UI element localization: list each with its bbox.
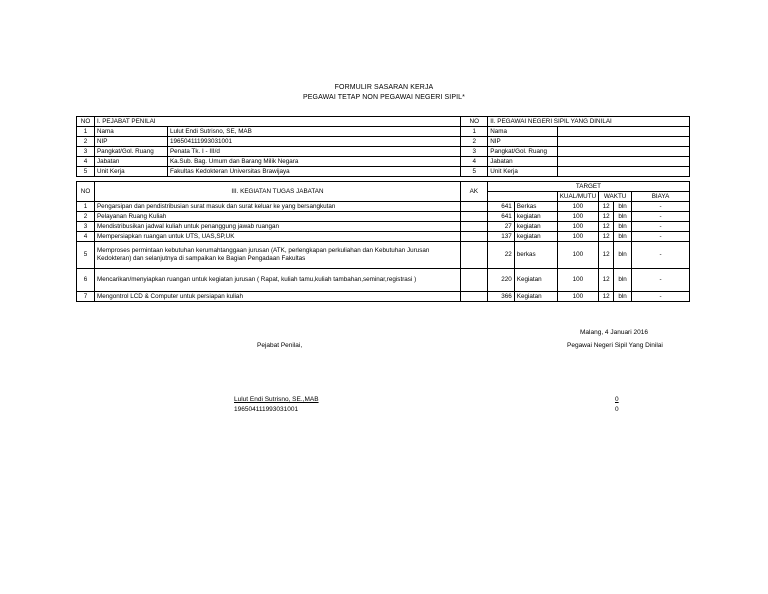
ak-header: AK [460, 182, 487, 202]
pegawai-field-label: NIP [488, 137, 558, 147]
task-quality: 100 [557, 212, 598, 222]
biaya-header: BIAYA [632, 192, 690, 202]
kuant-header [487, 192, 557, 202]
task-quantity: 220 [487, 269, 514, 292]
task-time: 12 [599, 242, 614, 269]
task-quantity: 366 [487, 292, 514, 302]
task-time-unit: bln [614, 232, 632, 242]
kualitas-header: KUAL/MUTU [557, 192, 598, 202]
task-quality: 100 [557, 222, 598, 232]
task-no: 2 [77, 212, 95, 222]
task-time: 12 [599, 269, 614, 292]
task-time-unit: bln [614, 292, 632, 302]
identity-no-right: 2 [461, 137, 488, 147]
pejabat-field-value: Fakultas Kedokteran Universitas Brawijaya [167, 167, 460, 177]
left-signer-nip: 196504111993031001 [234, 406, 299, 413]
task-quantity: 22 [487, 242, 514, 269]
identity-row [77, 157, 690, 167]
pejabat-field-value: 196504111993031001 [167, 137, 460, 147]
pejabat-header: I. PEJABAT PENILAI [94, 117, 460, 127]
task-description [94, 232, 460, 242]
left-signer-name: Lulut Endi Sutrisno, SE.,MAB [234, 396, 319, 403]
identity-no-right: 4 [461, 157, 488, 167]
task-row [77, 292, 690, 302]
kegiatan-header: III. KEGIATAN TUGAS JABATAN [94, 182, 460, 202]
task-ak [460, 232, 487, 242]
task-quantity: 137 [487, 232, 514, 242]
task-quality: 100 [557, 269, 598, 292]
task-time-unit: bln [614, 212, 632, 222]
task-quantity-unit: kegiatan [514, 222, 557, 232]
no-header: NO [77, 117, 95, 127]
task-description-line: Pengarsipan dan pendistribusian surat masuk dan surat keluar ke yang bersangkutan [96, 202, 336, 210]
task-no: 6 [77, 269, 95, 292]
form-subtitle: PEGAWAI TETAP NON PEGAWAI NEGERI SIPIL* [303, 94, 465, 101]
identity-table [76, 116, 690, 177]
task-quality: 100 [557, 202, 598, 212]
task-no: 3 [77, 222, 95, 232]
identity-no-right: 1 [461, 127, 488, 137]
task-no: 5 [77, 242, 95, 269]
task-no: 7 [77, 292, 95, 302]
identity-no: 5 [77, 167, 95, 177]
right-role: Pegawai Negeri Sipil Yang Dinilai [567, 342, 663, 349]
task-description [94, 212, 460, 222]
task-no: 1 [77, 202, 95, 212]
task-no-header: NO [77, 182, 95, 202]
task-row [77, 202, 690, 212]
pegawai-field-label: Nama [488, 127, 558, 137]
identity-row [77, 137, 690, 147]
task-no: 4 [77, 232, 95, 242]
pejabat-field-value: Lulut Endi Sutrisno, SE, MAB [167, 127, 460, 137]
identity-no-right: 5 [461, 167, 488, 177]
task-cost: - [632, 202, 690, 212]
task-ak [460, 269, 487, 292]
task-row [77, 232, 690, 242]
task-time: 12 [599, 232, 614, 242]
identity-header-row [77, 117, 690, 127]
task-row [77, 242, 690, 269]
task-quantity-unit: kegiatan [514, 212, 557, 222]
pegawai-field-value [558, 167, 690, 177]
task-time: 12 [599, 222, 614, 232]
task-quantity: 27 [487, 222, 514, 232]
task-time-unit: bln [614, 269, 632, 292]
no-header-right: NO [461, 117, 488, 127]
right-signer-nip: 0 [615, 406, 619, 413]
identity-row [77, 147, 690, 157]
task-time-unit: bln [614, 242, 632, 269]
right-signer-name: 0 [615, 396, 619, 403]
task-ak [460, 222, 487, 232]
form-title: FORMULIR SASARAN KERJA [334, 84, 434, 91]
task-row [77, 212, 690, 222]
identity-no: 4 [77, 157, 95, 167]
task-ak [460, 242, 487, 269]
task-description [94, 242, 460, 269]
task-time: 12 [599, 212, 614, 222]
pegawai-field-value [558, 157, 690, 167]
pegawai-field-label: Unit Kerja [488, 167, 558, 177]
task-quantity-unit: Berkas [514, 202, 557, 212]
task-quantity: 641 [487, 212, 514, 222]
task-description [94, 222, 460, 232]
pejabat-field-label: NIP [94, 137, 167, 147]
pejabat-field-label: Nama [94, 127, 167, 137]
identity-no-right: 3 [461, 147, 488, 157]
target-header: TARGET [487, 182, 689, 192]
pegawai-field-value [558, 137, 690, 147]
task-description [94, 269, 460, 292]
place-date: Malang, 4 Januari 2016 [580, 329, 648, 336]
task-time-unit: bln [614, 222, 632, 232]
task-ak [460, 292, 487, 302]
task-cost: - [632, 232, 690, 242]
task-time-unit: bln [614, 202, 632, 212]
task-cost: - [632, 292, 690, 302]
task-description [94, 202, 460, 212]
task-quantity-unit: berkas [514, 242, 557, 269]
task-ak [460, 212, 487, 222]
task-description-line: Mendistribusikan jadwal kuliah untuk penanggung jawab ruangan [96, 222, 280, 230]
task-cost: - [632, 222, 690, 232]
task-row [77, 269, 690, 292]
pejabat-field-value: Penata Tk. I - III/d [167, 147, 460, 157]
left-role: Pejabat Penilai, [257, 342, 303, 349]
tasks-table [76, 181, 690, 302]
task-quantity-unit: Kegiatan [514, 292, 557, 302]
identity-no: 2 [77, 137, 95, 147]
waktu-header: WAKTU [599, 192, 632, 202]
pejabat-field-label: Pangkat/Gol. Ruang [94, 147, 167, 157]
pegawai-field-label: Jabatan [488, 157, 558, 167]
task-cost: - [632, 212, 690, 222]
task-header-row-1 [77, 182, 690, 192]
task-quality: 100 [557, 242, 598, 269]
task-time: 12 [599, 202, 614, 212]
task-description-line: Pelayanan Ruang Kuliah [96, 212, 167, 220]
pegawai-field-label: Pangkat/Gol. Ruang [488, 147, 558, 157]
pegawai-header: II. PEGAWAI NEGERI SIPIL YANG DINILAI [488, 117, 690, 127]
pejabat-field-label: Unit Kerja [94, 167, 167, 177]
pegawai-field-value [558, 127, 690, 137]
task-time: 12 [599, 292, 614, 302]
task-description-line: Mempersiapkan ruangan untuk UTS, UAS,SP,UK [96, 232, 235, 240]
pejabat-field-value: Ka.Sub. Bag. Umum dan Barang Milik Negara [167, 157, 460, 167]
task-description [94, 292, 460, 302]
task-cost: - [632, 242, 690, 269]
identity-no: 1 [77, 127, 95, 137]
identity-row [77, 127, 690, 137]
task-quality: 100 [557, 232, 598, 242]
identity-no: 3 [77, 147, 95, 157]
task-description-line: Memproses permintaan kebutuhan kerumahtanggaan jurusan (ATK, perlengkapan perkuliahan dan Kebutuhan Jurusan [96, 247, 430, 254]
identity-row [77, 167, 690, 177]
task-description-line: Kedokteran) dan selanjutnya di sampaikan ke Bagian Pengadaan Fakultas [96, 255, 306, 262]
task-cost: - [632, 269, 690, 292]
task-quality: 100 [557, 292, 598, 302]
task-quantity: 641 [487, 202, 514, 212]
task-quantity-unit: kegiatan [514, 232, 557, 242]
pegawai-field-value [558, 147, 690, 157]
task-description-line: Mengontrol LCD & Computer untuk persiapan kuliah [96, 292, 243, 300]
pejabat-field-label: Jabatan [94, 157, 167, 167]
task-description-line: Mencarikan/menyiapkan ruangan untuk kegiatan jurusan ( Rapat, kuliah tamu,kuliah tambahan,seminar,registrasi ) [96, 276, 417, 283]
task-quantity-unit: Kegiatan [514, 269, 557, 292]
task-row [77, 222, 690, 232]
task-ak [460, 202, 487, 212]
